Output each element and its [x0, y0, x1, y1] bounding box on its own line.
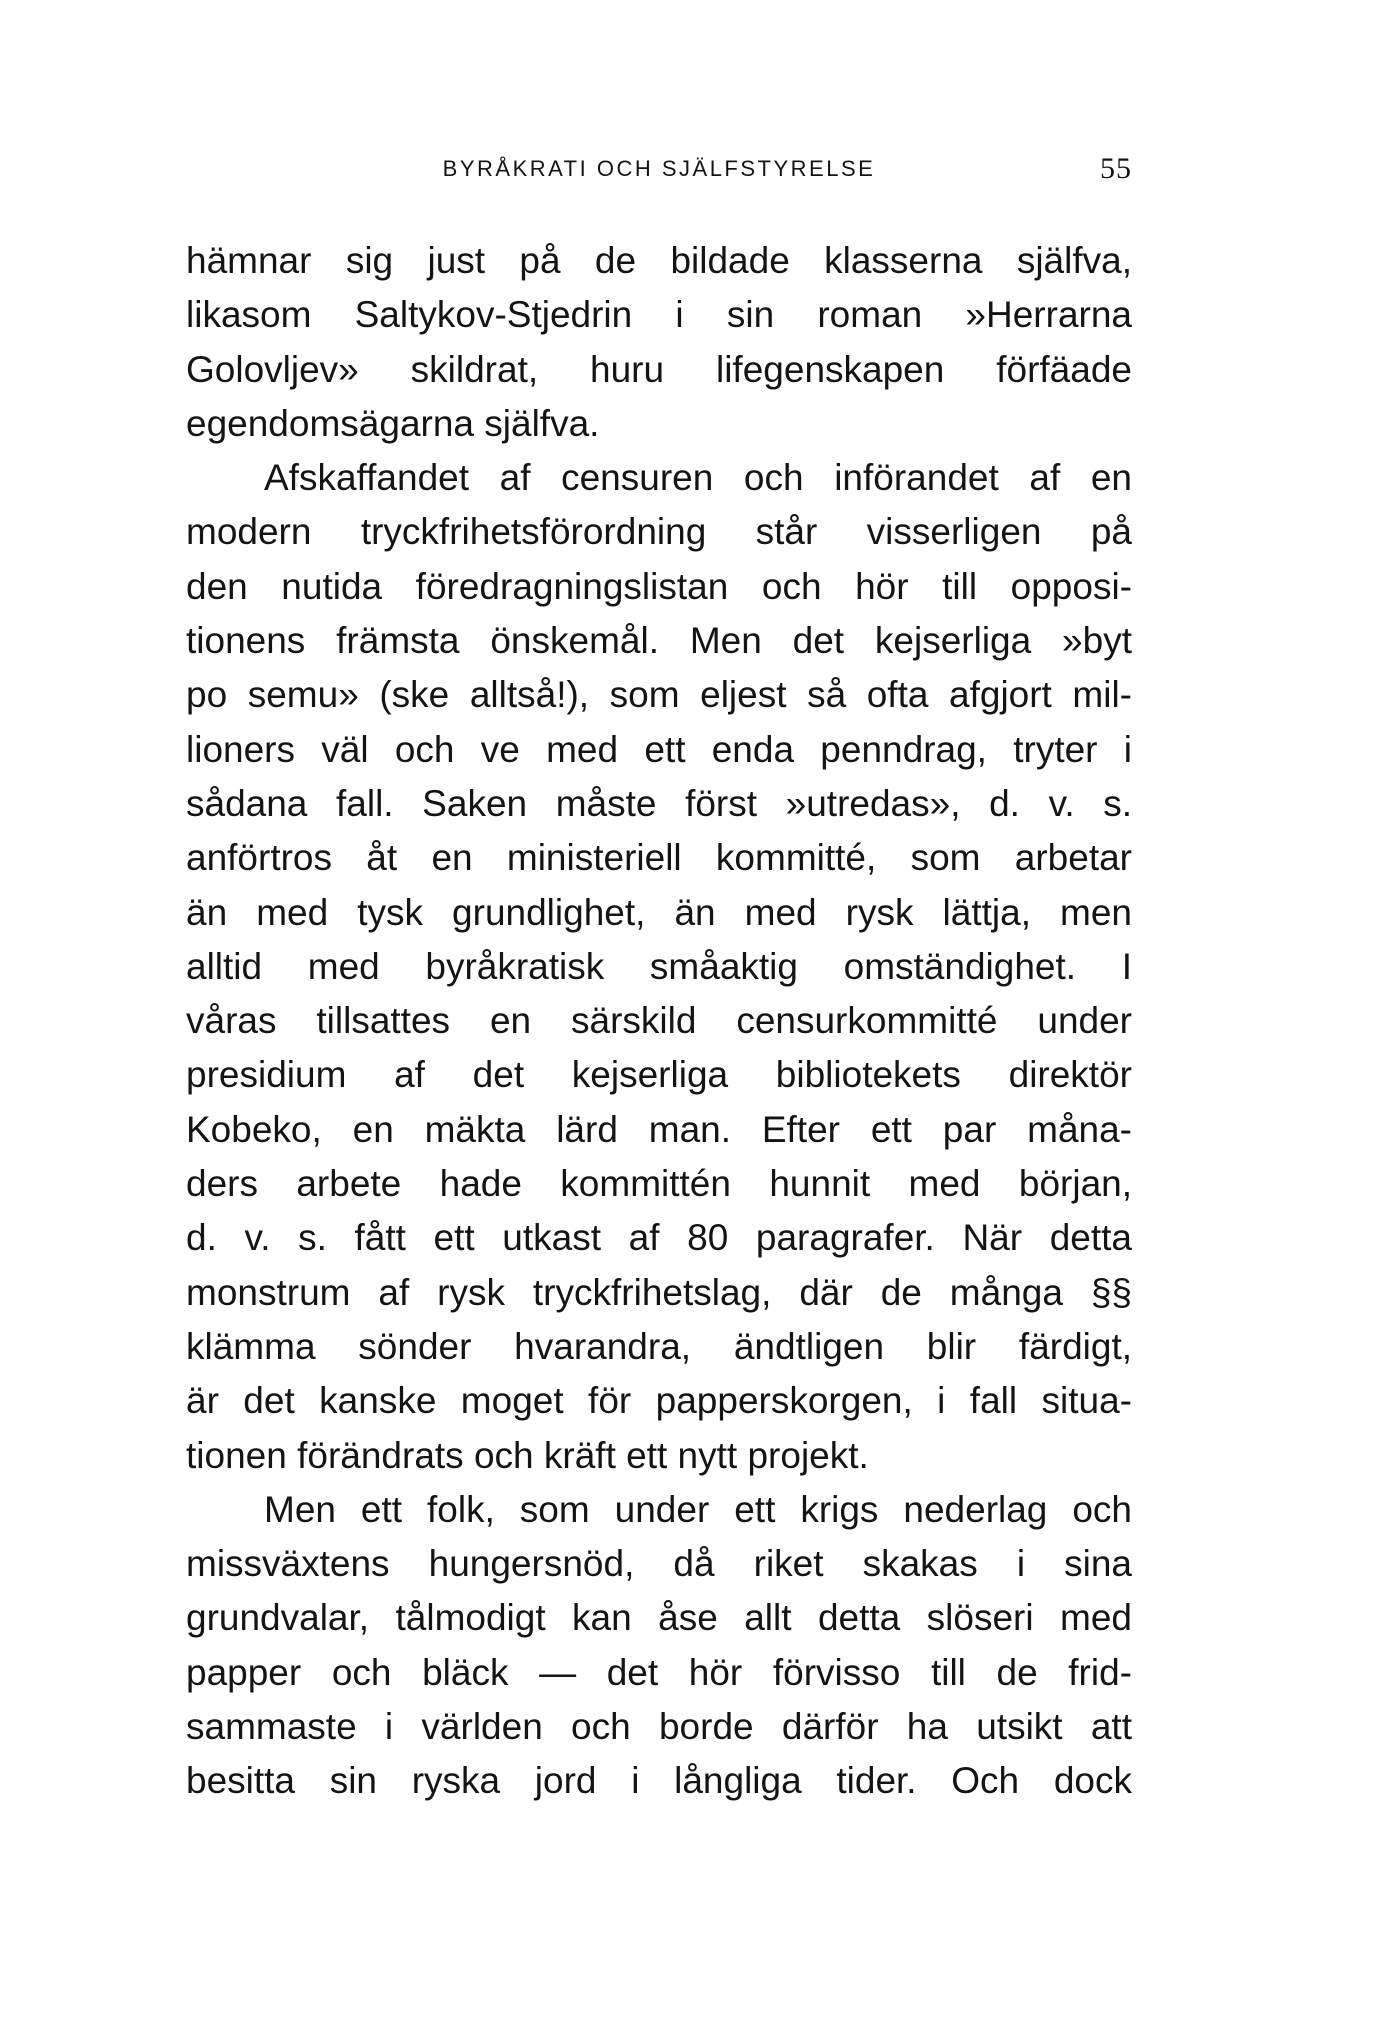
text-line: besitta sin ryska jord i långliga tider. Och dock [186, 1760, 1132, 1802]
text-line: modern tryckfrihetsförordning står visserligen på [186, 511, 1132, 553]
text-line: d. v. s. fått ett utkast af 80 paragrafer. När detta [186, 1217, 1132, 1259]
text-line: po semu» (ske alltså!), som eljest så ofta afgjort mil- [186, 674, 1132, 716]
text-line: alltid med byråkratisk småaktig omständighet. I [186, 945, 1132, 987]
text-line: likasom Saltykov-Stjedrin i sin roman »Herrarna [186, 294, 1132, 336]
text-line: den nutida föredragningslistan och hör till opposi- [186, 565, 1132, 607]
text-line: ders arbete hade kommittén hunnit med början, [186, 1163, 1132, 1205]
page-number: 55 [1100, 152, 1132, 185]
text-line: missväxtens hungersnöd, då riket skakas i sina [186, 1543, 1132, 1585]
text-line: tionens främsta önskemål. Men det kejserliga »byt [186, 620, 1132, 662]
text-line: tionen förändrats och kräft ett nytt projekt. [186, 1434, 869, 1476]
page-header [186, 150, 1132, 190]
text-line: Golovljev» skildrat, huru lifegenskapen förfäade [186, 348, 1132, 390]
text-line: anförtros åt en ministeriell kommitté, som arbetar [186, 837, 1132, 879]
text-line: än med tysk grundlighet, än med rysk lättja, men [186, 891, 1132, 933]
text-line: papper och bläck — det hör förvisso till de frid- [186, 1651, 1132, 1693]
text-line: våras tillsattes en särskild censurkommitté under [186, 1000, 1132, 1042]
text-line: är det kanske moget för papperskorgen, i fall situa- [186, 1380, 1132, 1422]
text-line: Men ett folk, som under ett krigs nederlag och [264, 1488, 1132, 1530]
text-line: Kobeko, en mäkta lärd man. Efter ett par måna- [186, 1108, 1132, 1150]
text-line: lioners väl och ve med ett enda penndrag, tryter i [186, 728, 1132, 770]
text-line: hämnar sig just på de bildade klasserna själfva, [186, 240, 1132, 281]
body-text [186, 234, 1132, 1809]
text-line: klämma sönder hvarandra, ändtligen blir färdigt, [186, 1325, 1132, 1367]
text-line: egendomsägarna själfva. [186, 402, 600, 444]
text-line: monstrum af rysk tryckfrihetslag, där de många §§ [186, 1271, 1132, 1313]
text-line: sammaste i världen och borde därför ha utsikt att [186, 1706, 1132, 1748]
text-line: presidium af det kejserliga bibliotekets direktör [186, 1054, 1132, 1096]
running-title: BYRÅKRATI OCH SJÄLFSTYRELSE [442, 156, 876, 181]
text-line: sådana fall. Saken måste först »utredas», d. v. s. [186, 782, 1132, 824]
text-line: Afskaffandet af censuren och införandet af en [264, 457, 1132, 499]
text-line: grundvalar, tålmodigt kan åse allt detta slöseri med [186, 1597, 1132, 1639]
